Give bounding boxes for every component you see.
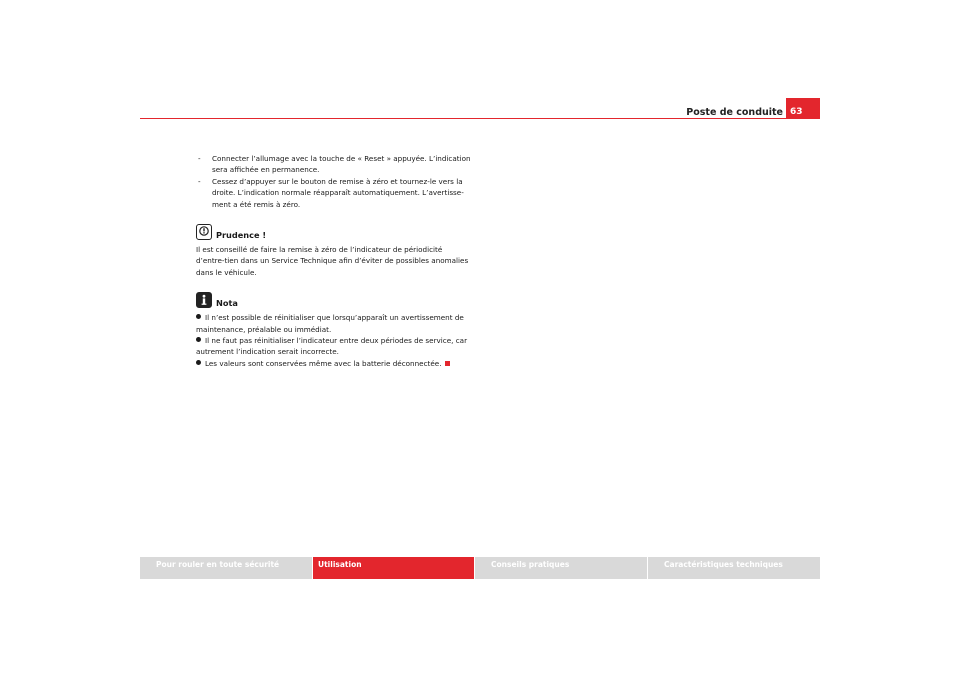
page-number: 63 [786,98,820,118]
bullet-icon [196,314,201,319]
page-title: Poste de conduite [686,107,783,118]
step-dash: - [198,154,201,163]
footer-nav [140,557,820,579]
note-bullet-text: Il n’est possible de réinitialiser que lorsqu’apparaît un avertissement de maintenance, préalable ou immédiat. [196,313,464,334]
end-marker-icon [445,361,450,366]
exclamation-icon [196,224,212,240]
list-item [196,358,472,369]
tab-conseils-pratiques[interactable]: Conseils pratiques [475,557,647,579]
main-content [196,153,472,369]
tab-caracteristiques[interactable]: Caractéristiques techniques [648,557,820,579]
tab-pour-rouler[interactable]: Pour rouler en toute sécurité [140,557,312,579]
step-dash: - [198,176,201,186]
note-heading [196,288,472,308]
caution-heading [196,220,472,240]
step-text: Connecter l’allumage avec la touche de « Reset » appuyée. L’indication sera affichée en permanence. [212,154,471,175]
list-item [196,335,472,358]
tab-utilisation[interactable]: Utilisation [313,557,474,579]
bullet-icon [196,337,201,342]
step-text: Cessez d’appuyer sur le bouton de remise à zéro et tournez-le vers la droite. L’indication normale réapparaît automatiquement. L’avertisse-ment a été remis à zéro. [212,176,464,209]
list-item [196,312,472,335]
note-list [196,312,472,369]
note-title: Nota [216,297,238,308]
bullet-icon [196,360,201,365]
caution-text: Il est conseillé de faire la remise à zéro de l’indicateur de périodicité d’entre-tien dans un Service Technique afin d’éviter de possibles anomalies dans le véhicule. [196,245,469,277]
note-bullet-text: Les valeurs sont conservées même avec la batterie déconnectée. [205,358,442,368]
note-bullet-text: Il ne faut pas réinitialiser l’indicateur entre deux périodes de service, car autrement l’indication serait incorrecte. [196,336,468,357]
header-divider [140,118,820,119]
info-icon [196,292,212,308]
step-item [196,153,472,176]
step-item [196,176,472,210]
caution-title: Prudence ! [216,229,267,240]
